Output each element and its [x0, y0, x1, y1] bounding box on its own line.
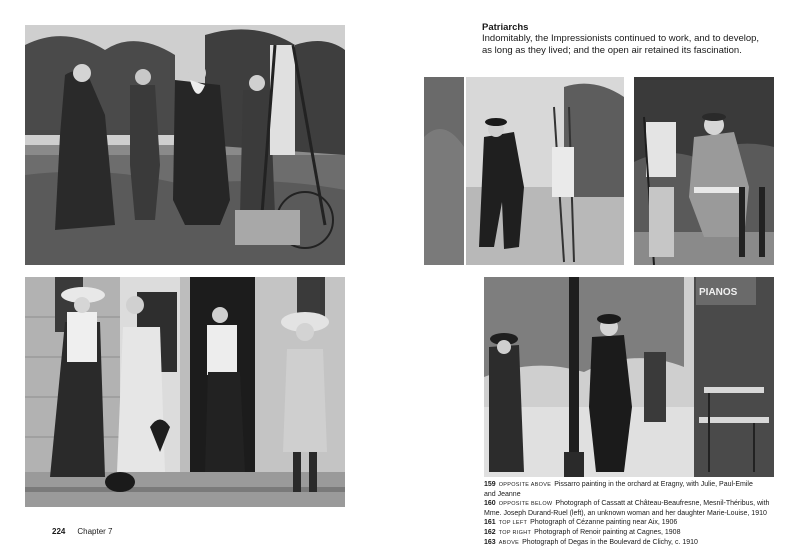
caption-position: OPPOSITE ABOVE	[498, 482, 552, 488]
heading-line-2: as long as they lived; and the open air retained its fascination.	[482, 44, 742, 56]
caption-number: 160	[484, 500, 496, 507]
caption-position: OPPOSITE BELOW	[498, 501, 553, 507]
pianos-sign: PIANOS	[699, 287, 738, 298]
caption-159	[484, 480, 784, 490]
caption-number: 161	[484, 519, 496, 526]
caption-159-cont: and Jeanne	[484, 491, 521, 498]
caption-number: 159	[484, 481, 496, 488]
caption-160	[484, 499, 784, 509]
caption-text: Photograph of Cassatt at Château-Beaufresne, Mesnil-Théribus, with	[555, 500, 770, 507]
photo-degas-clichy	[484, 277, 774, 477]
photo-renoir-cagnes	[634, 77, 774, 265]
caption-position: TOP RIGHT	[498, 530, 532, 536]
caption-text: Photograph of Degas in the Boulevard de Clichy, c. 1910	[522, 539, 698, 546]
caption-161	[484, 518, 784, 528]
caption-text: Photograph of Cézanne painting near Aix, 1906	[530, 519, 678, 526]
heading-line-1: Indomitably, the Impressionists continued to work, and to develop,	[482, 33, 760, 44]
caption-number: 162	[484, 529, 496, 536]
caption-block	[484, 480, 784, 548]
section-heading	[482, 22, 782, 56]
caption-position: TOP LEFT	[498, 520, 528, 526]
caption-163	[484, 538, 784, 548]
caption-position: ABOVE	[498, 540, 520, 546]
chapter-label: Chapter 7	[77, 527, 113, 536]
photo-cassatt-doorway	[25, 277, 345, 507]
photo-cezanne-aix	[424, 77, 624, 265]
caption-number: 163	[484, 539, 496, 546]
folio	[52, 527, 113, 536]
page-number: 224	[52, 527, 66, 536]
caption-160-cont: Mme. Joseph Durand-Ruel (left), an unknown woman and her daughter Marie-Louise, 1910	[484, 510, 767, 517]
caption-162	[484, 528, 784, 538]
caption-text: Photograph of Renoir painting at Cagnes, 1908	[534, 529, 681, 536]
photo-pissarro-orchard	[25, 25, 345, 265]
heading-title: Patriarchs	[482, 22, 529, 33]
caption-text: Pissarro painting in the orchard at Eragny, with Julie, Paul-Emile	[554, 481, 753, 488]
